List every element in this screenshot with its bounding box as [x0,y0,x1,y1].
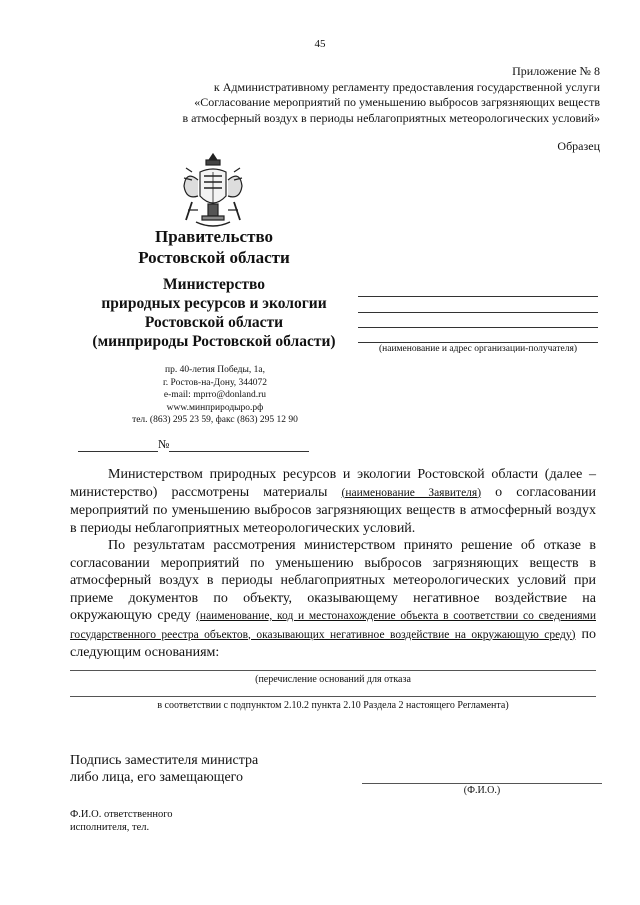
address-email: e-mail: mprro@donland.ru [163,390,267,400]
sample-label: Образец [557,139,600,153]
ministry-line-4: (минприроды Ростовской области) [92,333,336,350]
applicant-name-placeholder: (наименование Заявителя) [341,486,482,499]
paragraph-1-text: Министерством природных ресурсов и экологии Ростовской области (далее – министерство) рассмотрены материалы [70,467,596,500]
recipient-line-1 [358,296,598,297]
ministry-address [90,364,340,427]
reasons-caption: (перечисление оснований для отказа [255,674,411,685]
executor-info [70,808,173,834]
government-line-2: Ростовской области [138,248,290,267]
paragraph-2 [70,537,596,662]
paragraph-1-rest: о согласовании мероприятий по уменьшению выбросов загрязняющих веществ в атмосферный воздух в периоды неблагоприятных метеорологических условий. [70,484,596,536]
ministry-line-1: Министерство [163,276,265,293]
outgoing-number-field [78,437,309,452]
government-title [100,226,328,268]
object-info-placeholder: (наименование, код и местонахождение объекта в соответствии со сведениями государственного реестра объектов, оказывающих негативное воздействие на окружающую среду) [70,610,596,641]
letter-body [70,466,596,662]
executor-line-1: Ф.И.О. ответственного [70,809,173,820]
appendix-header [80,64,600,126]
fio-line [362,783,602,784]
recipient-line-2 [358,312,598,313]
signature-line-1: Подпись заместителя министра [70,753,259,768]
address-street: пр. 40-летия Победы, 1а, [165,365,265,375]
appendix-line-3: в атмосферный воздух в периоды неблагоприятных метеорологических условий» [182,110,600,125]
date-blank [78,439,158,452]
number-blank [169,439,309,452]
signature-line-2: либо лица, его замещающего [70,770,244,785]
number-sign: № [158,437,170,451]
ministry-title [72,275,356,351]
appendix-line-1: к Административному регламенту предоставления государственной услуги [213,79,600,94]
ministry-line-2: природных ресурсов и экологии [101,295,327,312]
page-number: 45 [314,38,326,50]
reasons-line-2 [70,696,596,697]
ministry-line-3: Ростовской области [144,314,284,331]
recipient-line-4 [358,342,598,343]
paragraph-2-rest: по следующим основаниям: [70,626,596,660]
appendix-title: Приложение № 8 [512,64,600,78]
executor-line-2: исполнителя, тел. [70,822,150,833]
address-phone: тел. (863) 295 23 59, факс (863) 295 12 90 [132,415,298,425]
signature-block [70,752,258,786]
government-line-1: Правительство [154,227,274,246]
reasons-line-1 [70,670,596,671]
recipient-caption: (наименование и адрес организации-получателя) [378,344,577,354]
address-city: г. Ростов-на-Дону, 344072 [162,377,268,388]
paragraph-1 [70,466,596,537]
fio-caption: (Ф.И.О.) [463,785,501,796]
reasons-caption-2: в соответствии с подпунктом 2.10.2 пункта 2.10 Раздела 2 настоящего Регламента) [157,700,509,711]
coat-of-arms-icon [178,150,248,230]
address-web: www.минприродыро.рф [166,402,264,413]
recipient-line-3 [358,327,598,328]
appendix-line-2: «Согласование мероприятий по уменьшению выбросов загрязняющих веществ [194,95,600,109]
paragraph-2-text: По результатам рассмотрения министерством принято решение об отказе в согласовании мероприятий по уменьшению выбросов загрязняющих веществ в атмосферный воздух в периоды неблагоприятных метеорологических условий при приеме документов по объекту, оказывающему негативное воздействие на окружающую среду [70,538,596,623]
